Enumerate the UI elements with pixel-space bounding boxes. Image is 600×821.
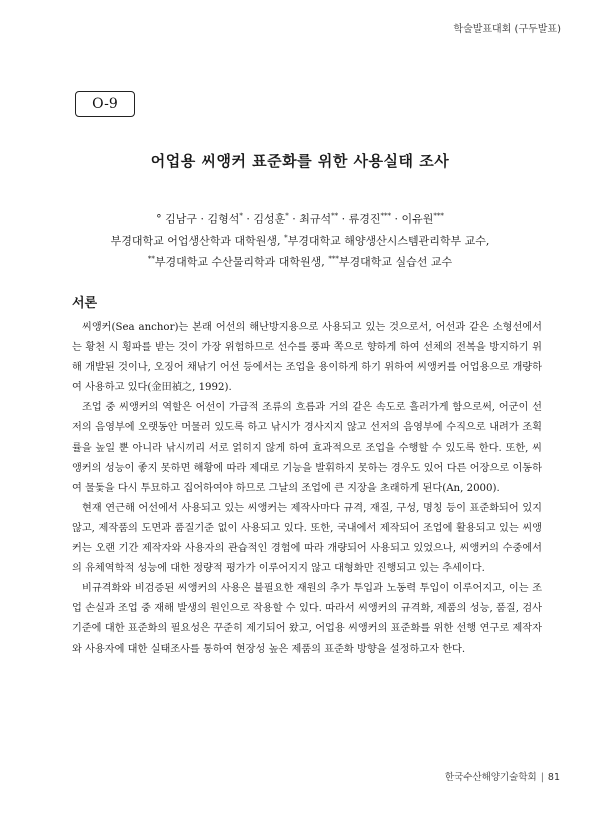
body-paragraph: 비규격화와 비검증된 씨앵커의 사용은 불필요한 재원의 추가 투입과 노동력 투입이 이루어지고, 이는 조업 손실과 조업 중 재해 발생의 원인으로 작용할 수 있다. 따라서 씨앵커의 규격화, 제품의 성능, 품질, 검사 기준에 대한 표준화의 필요성은 꾸준히 제기되어 왔고, 어업용 씨앵커의 표준화를 위한 선행 연구로 제작자와 사용자에 대한 실태조사를 통하여 현장성 높은 제품의 표준화 방향을 설정하고자 한다.	[72, 583, 542, 655]
presentation-code: O-9	[75, 91, 135, 117]
author-names: ° 김남구 · 김형석	[156, 212, 240, 226]
affiliation-text: 부경대학교 어업생산학과 대학원생,	[110, 234, 285, 248]
paper-title: 어업용 씨앵커 표준화를 위한 사용실태 조사	[150, 152, 450, 170]
author-mark: **	[331, 212, 339, 220]
affiliation-mark: *	[284, 233, 288, 242]
author-mark: *	[285, 212, 289, 220]
body-paragraph: 조업 중 씨앵커의 역할은 어선이 가급적 조류의 흐름과 거의 같은 속도로 흘러가게 함으로써, 어군이 선저의 음영부에 오랫동안 머물러 있도록 하고 낚시가 경사지지 않고 선저의 음영부에 수직으로 내려가 조획률을 높일 뿐 아니라 낚시끼리 서로 얽히지 않게 하여 효과적으로 조업을 수행할 수 있도록 한다. 또한, 씨앵커의 성능이 좋지 못하면 해황에 따라 제대로 기능을 발휘하지 못하는 경우도 있어 다른 어장으로 이동하여 물돛을 다시 투묘하고 집어하여야 하므로 그날의 조업에 큰 지장을 초래하게 된다(An, 2000).	[72, 402, 542, 494]
body-paragraph: 현재 연근해 어선에서 사용되고 있는 씨앵커는 제작사마다 규격, 재질, 구성, 명칭 등이 표준화되어 있지 않고, 제작품의 도면과 품질기준 없이 사용되고 있다. 또한, 국내에서 제작되어 조업에 활용되고 있는 씨앵커는 오랜 기간 제작자와 사용자의 관습적인 경험에 따라 개량되어 사용되고 있었으나, 씨앵커의 수중에서의 유체역학적 성능에 대한 정량적 평가가 이루어지지 않고 대형화만 진행되고 있는 추세이다.	[72, 502, 542, 575]
body-paragraph: 씨앵커(Sea anchor)는 본래 어선의 해난방지용으로 사용되고 있는 것으로서, 어선과 같은 소형선에서는 황천 시 횡파를 받는 것이 가장 위험하므로 선수를 풍파 쪽으로 향하게 하여 선체의 전복을 방지하기 위해 개발된 것이나, 오징어 채낚기 어선 등에서는 조업을 용이하게 하기 위하여 씨앵커를 어업용으로 개량하여 사용하고 있다(金田禎之, 1992).	[72, 322, 542, 394]
footer-separator: |	[540, 772, 544, 783]
affiliation-line	[0, 229, 600, 251]
page-footer	[445, 769, 560, 783]
author-block	[0, 207, 600, 272]
affiliation-line	[0, 250, 600, 272]
author-names: · 김성훈	[242, 212, 286, 226]
section-body	[72, 318, 542, 660]
author-line	[0, 207, 600, 229]
author-mark: ***	[433, 212, 444, 220]
author-names: · 류경진	[338, 212, 381, 226]
page-number: 81	[547, 772, 560, 783]
footer-society: 한국수산해양기술학회	[444, 772, 537, 783]
author-names: · 이유원	[391, 212, 434, 226]
running-header: 학술발표대회 (구두발표)	[453, 24, 561, 35]
section-heading: 서론	[72, 296, 98, 311]
author-mark: ***	[380, 212, 391, 220]
author-mark: *	[239, 212, 243, 220]
affiliation-text: 부경대학교 실습선 교수	[338, 255, 453, 269]
affiliation-mark: **	[147, 255, 155, 264]
affiliation-text: 부경대학교 해양생산시스템관리학부 교수,	[287, 234, 490, 248]
affiliation-mark: ***	[328, 255, 339, 264]
author-names: · 최규석	[288, 212, 332, 226]
affiliation-text: 부경대학교 수산물리학과 대학원생,	[154, 255, 329, 269]
